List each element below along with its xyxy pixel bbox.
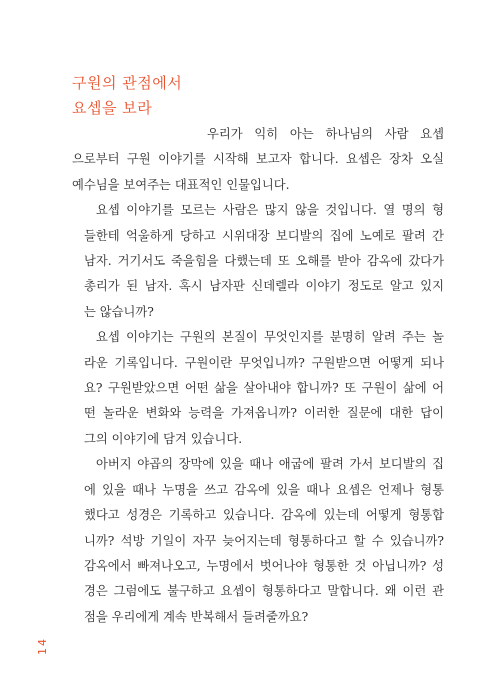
paragraph-line: 남자. 거기서도 죽을힘을 다했는데 또 오해를 받아 감옥에 갔다가 <box>84 254 444 269</box>
paragraph-3 <box>72 325 444 452</box>
paragraph-2 <box>72 198 444 325</box>
paragraph-line: 우리가 익히 아는 하나님의 사람 요셉 <box>207 127 444 141</box>
paragraph-line: 감옥에서 빠져나오고, 누명에서 벗어나야 형통한 것 아닙니까? 성 <box>84 558 444 573</box>
paragraph-line: 했다고 성경은 기록하고 있습니다. 감옥에 있는데 어떻게 형통합 <box>84 508 444 523</box>
paragraph-1 <box>72 122 444 198</box>
paragraph-line: 라운 기록입니다. 구원이란 무엇입니까? 구원받으면 어떻게 되나 <box>84 355 444 370</box>
paragraph-line: 요? 구원받았으면 어떤 삶을 살아내야 합니까? 또 구원이 삶에 어 <box>84 381 444 396</box>
paragraph-line: 아버지 야곱의 장막에 있을 때나 애굽에 팔려 가서 보디발의 집 <box>96 457 444 472</box>
paragraph-line: 예수님을 보여주는 대표적인 인물입니다. <box>72 177 290 192</box>
paragraph-4 <box>72 452 444 630</box>
paragraph-line: 총리가 된 남자. 혹시 남자판 신데렐라 이야기 정도로 알고 있지 <box>84 279 444 294</box>
paragraph-line: 에 있을 때나 누명을 쓰고 감옥에 있을 때나 요셉은 언제나 형통 <box>84 482 444 497</box>
paragraph-line: 는 않습니까? <box>84 304 154 319</box>
paragraph-line: 들한테 억울하게 당하고 시위대장 보디발의 집에 노예로 팔려 간 <box>84 228 444 243</box>
page-number: 14 <box>36 637 49 655</box>
paragraph-line: 그의 이야기에 담겨 있습니다. <box>84 431 243 446</box>
body-text <box>72 122 444 630</box>
paragraph-line: 요셉 이야기는 구원의 본질이 무엇인지를 분명히 알려 주는 놀 <box>96 330 444 345</box>
paragraph-line: 경은 그럼에도 불구하고 요셉이 형통하다고 말합니다. 왜 이런 관 <box>84 584 444 599</box>
paragraph-line: 으로부터 구원 이야기를 시작해 보고자 합니다. 요셉은 장차 오실 <box>72 152 444 167</box>
paragraph-line: 니까? 석방 기일이 자꾸 늦어지는데 형통하다고 할 수 있습니까? <box>84 533 444 548</box>
section-heading-line-1: 구원의 관점에서 <box>72 74 183 92</box>
paragraph-line: 요셉 이야기를 모르는 사람은 많지 않을 것입니다. 열 명의 형 <box>96 203 444 218</box>
paragraph-line: 점을 우리에게 계속 반복해서 들려줄까요? <box>84 609 309 624</box>
paragraph-line: 떤 놀라운 변화와 능력을 가져옵니까? 이러한 질문에 대한 답이 <box>84 406 444 421</box>
section-heading-line-2: 요셉을 보라 <box>72 99 153 117</box>
